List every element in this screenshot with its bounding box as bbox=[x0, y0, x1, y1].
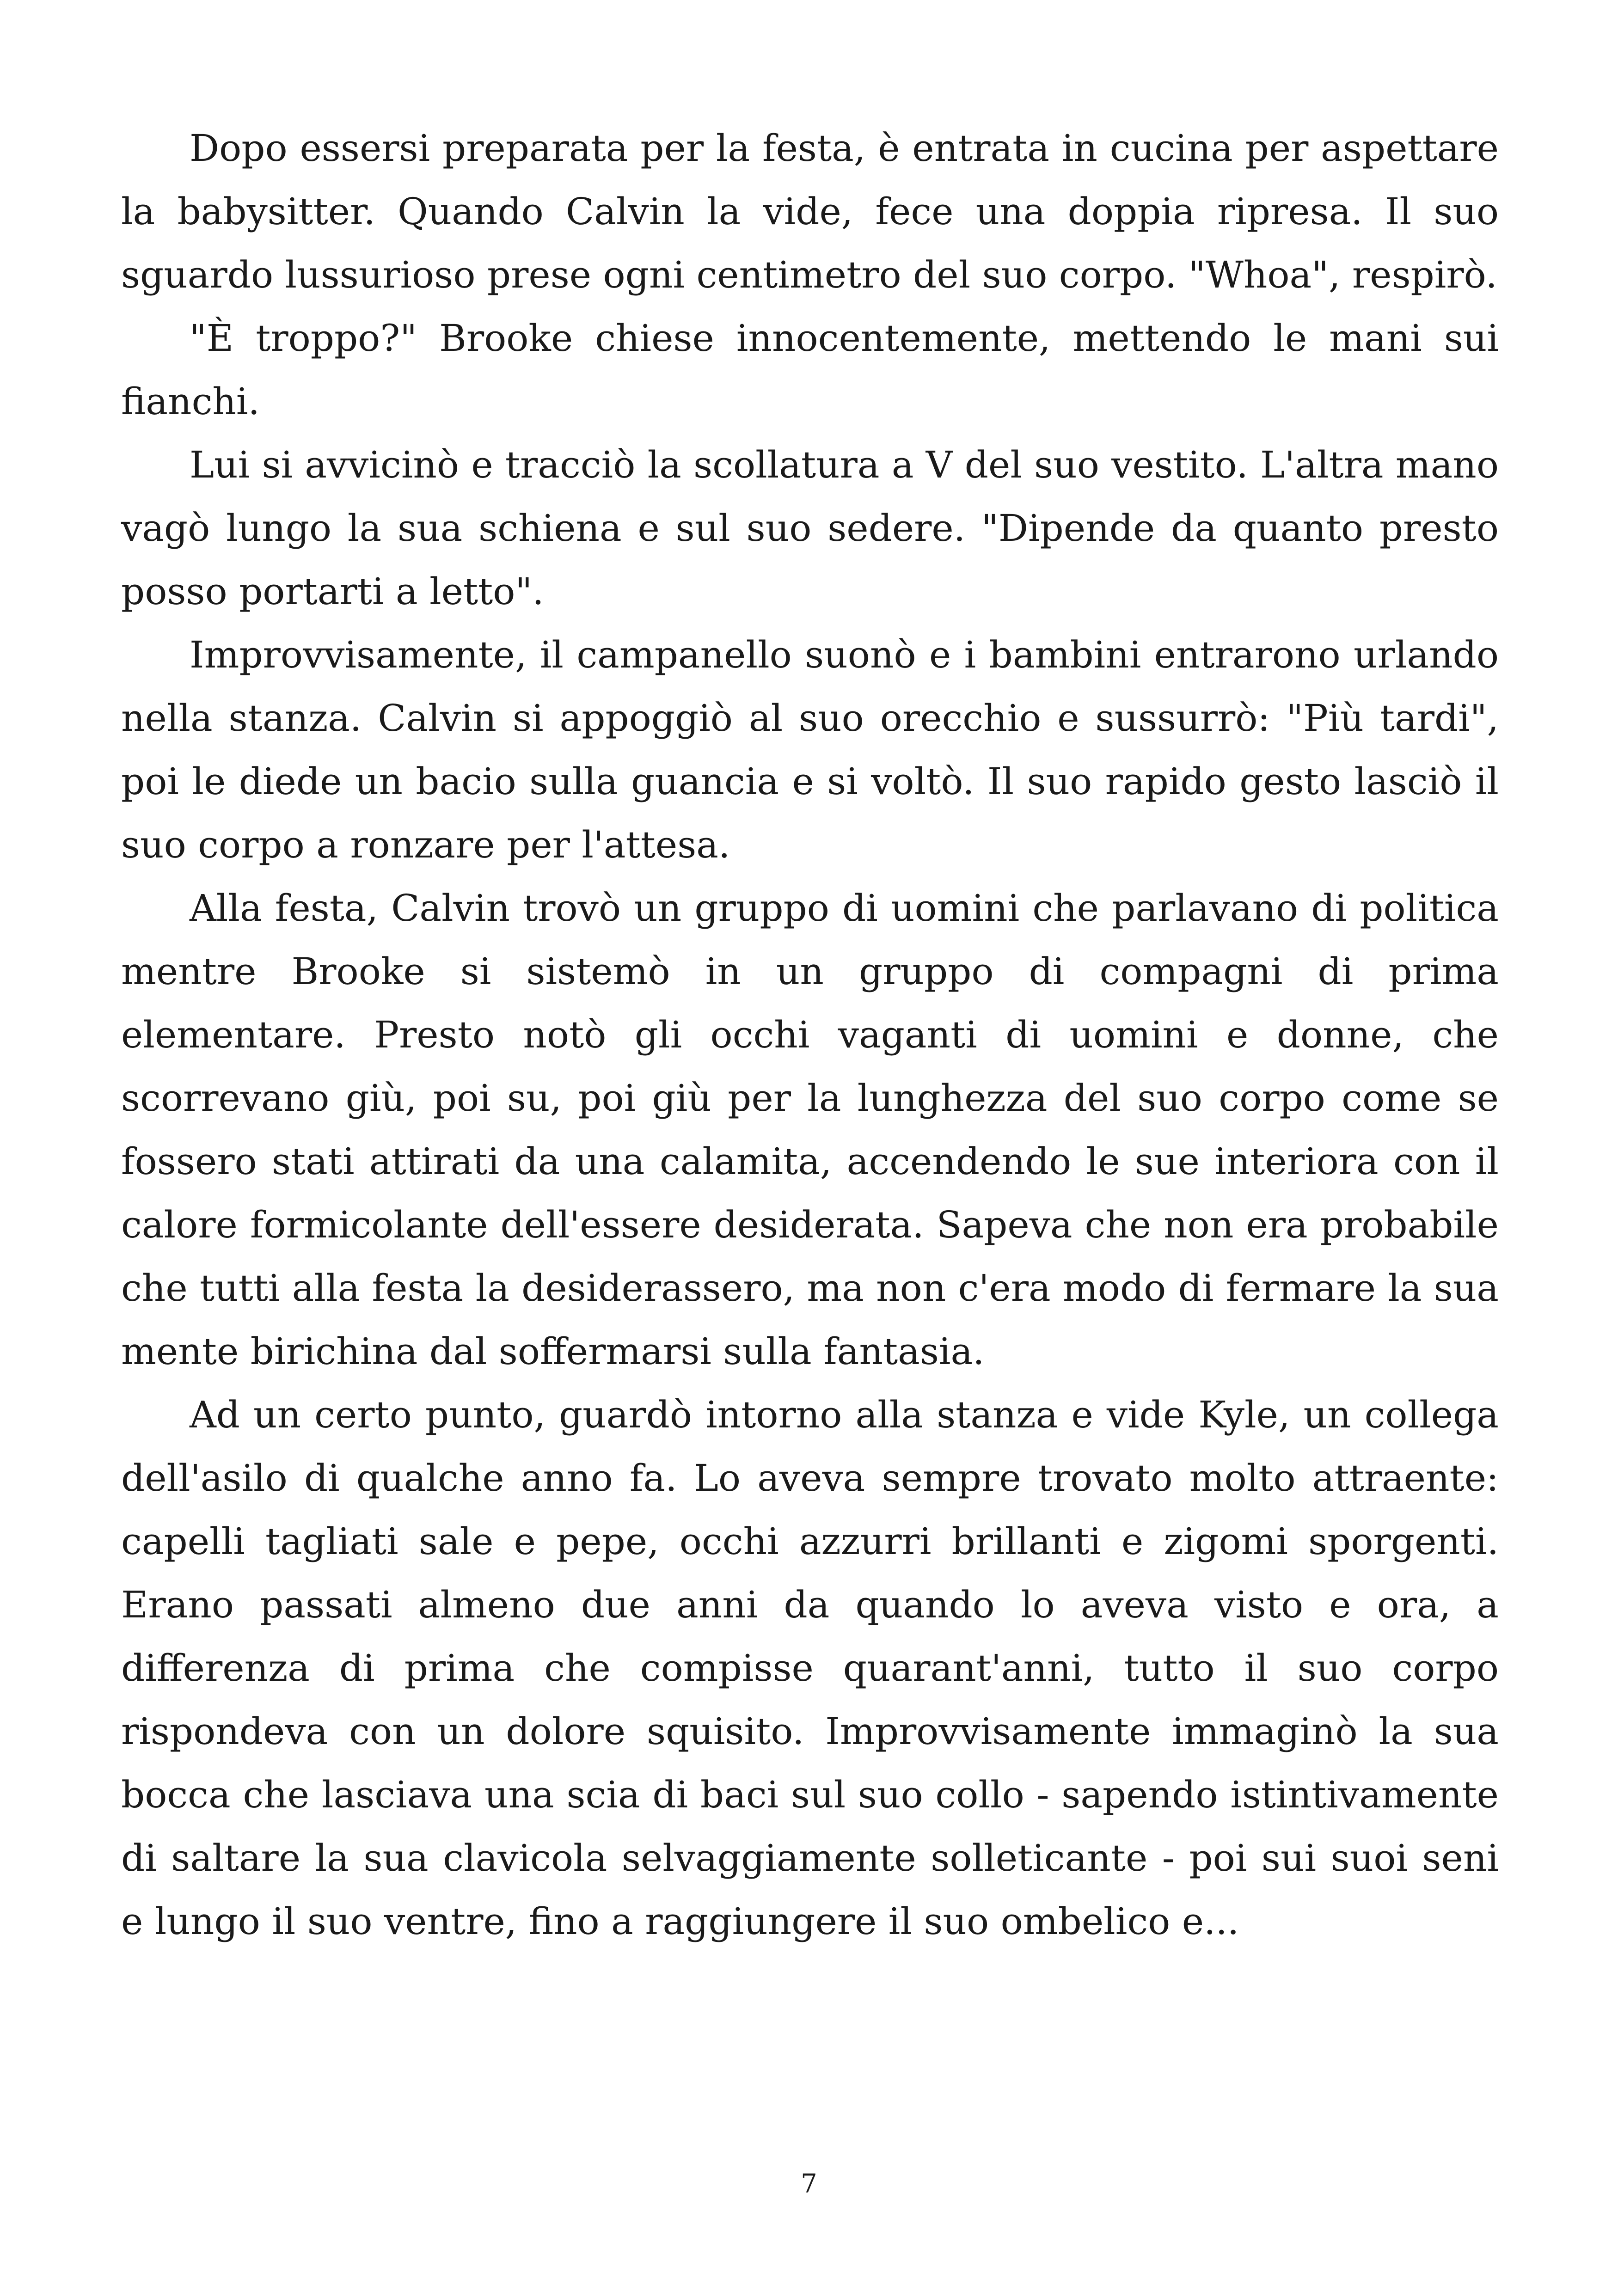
page-number: 7 bbox=[801, 2169, 817, 2199]
paragraph: "È troppo?" Brooke chiese innocentemente, mettendo le mani sui fianchi. bbox=[121, 317, 1499, 423]
paragraph: Dopo essersi preparata per la festa, è entrata in cucina per aspettare la babysitter. Quando Calvin la vide, fece una doppia ripresa. Il suo sguardo lussurioso prese ogni centimetro del suo corpo. "Whoa", respirò. bbox=[121, 127, 1499, 296]
body-text bbox=[121, 116, 1499, 1953]
paragraph: Ad un certo punto, guardò intorno alla stanza e vide Kyle, un collega dell'asilo di qualche anno fa. Lo aveva sempre trovato molto attraente: capelli tagliati sale e pepe, occhi azzurri brillanti e zigomi sporgenti. Erano passati almeno due anni da quando lo aveva visto e ora, a differenza di prima che compisse quarant'anni, tutto il suo corpo rispondeva con un dolore squisito. Improvvisamente immaginò la sua bocca che lasciava una scia di baci sul suo collo - sapendo istintivamente di saltare la sua clavicola selvaggiamente solleticante - poi sui suoi seni e lungo il suo ventre, fino a raggiungere il suo ombelico e... bbox=[121, 1393, 1499, 1943]
paragraph: Improvvisamente, il campanello suonò e i bambini entrarono urlando nella stanza. Calvin si appoggiò al suo orecchio e sussurrò: "Più tardi", poi le diede un bacio sulla guancia e si voltò. Il suo rapido gesto lasciò il suo corpo a ronzare per l'attesa. bbox=[121, 633, 1499, 866]
paragraph: Alla festa, Calvin trovò un gruppo di uomini che parlavano di politica mentre Brooke si sistemò in un gruppo di compagni di prima elementare. Presto notò gli occhi vaganti di uomini e donne, che scorrevano giù, poi su, poi giù per la lunghezza del suo corpo come se fossero stati attirati da una calamita, accendendo le sue interiora con il calore formicolante dell'essere desiderata. Sapeva che non era probabile che tutti alla festa la desiderassero, ma non c'era modo di fermare la sua mente birichina dal soffermarsi sulla fantasia. bbox=[121, 887, 1499, 1373]
paragraph: Lui si avvicinò e tracciò la scollatura a V del suo vestito. L'altra mano vagò lungo la sua schiena e sul suo sedere. "Dipende da quanto presto posso portarti a letto". bbox=[121, 443, 1499, 613]
